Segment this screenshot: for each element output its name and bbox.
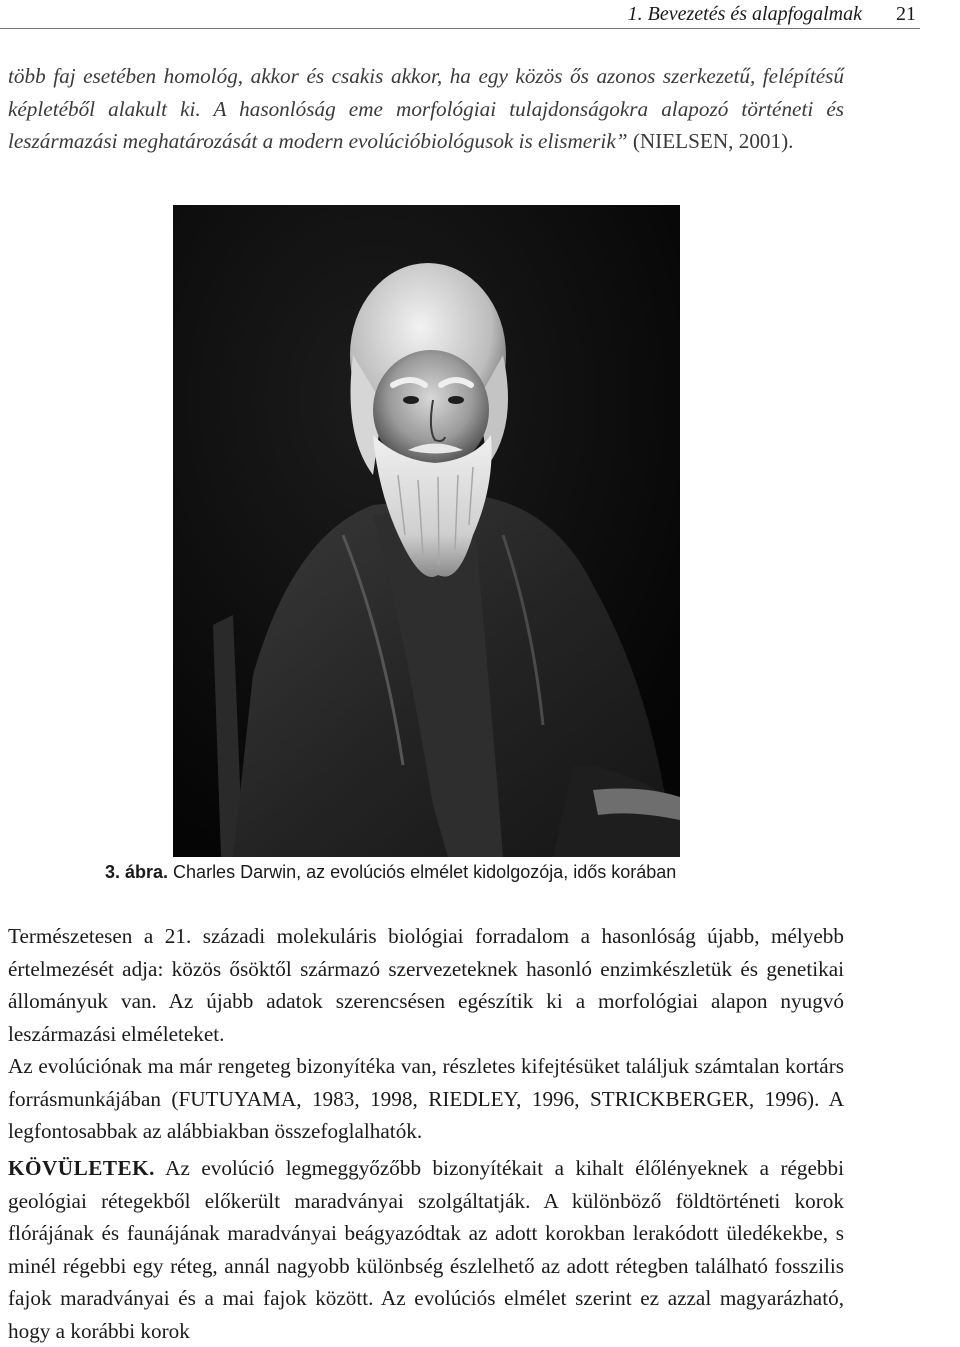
page-number: 21	[896, 2, 916, 25]
figure-label: 3. ábra.	[105, 862, 169, 882]
figure-caption	[105, 862, 676, 883]
figure-caption-text: Charles Darwin, az evolúciós elmélet kidolgozója, idős korában	[168, 862, 677, 882]
darwin-portrait-photo	[173, 205, 680, 857]
body-paragraph-2: Az evolúciónak ma már rengeteg bizonyítéka van, részletes kifejtésüket találjuk számtalan kortárs forrásmunkájában (FUTUYAMA, 1983, 1998, RIEDLEY, 1996, STRICKBERGER, 1996). A legfontosabbak az alábbiakban összefoglalhatók.	[8, 1054, 844, 1143]
quote-paragraph	[8, 60, 844, 158]
quote-text: több faj esetében homológ, akkor és csakis akkor, ha egy közös ős azonos szerkezetű, felépítésű képletéből alakult ki. A hasonlóság eme morfológiai tulajdonságokra alapozó történeti és leszármazási meghatározását a modern evolúcióbiológusok is elismerik”	[8, 64, 844, 153]
section-heading: KÖVÜLETEK.	[8, 1156, 155, 1180]
body-paragraph-1: Természetesen a 21. századi molekuláris biológiai forradalom a hasonlóság újabb, mélyebb értelmezését adja: közös ősöktől származó szervezeteknek hasonló enzimkészletük és genetikai állományuk van. Az újabb adatok szerencsésen egészítik ki a morfológiai alapon nyugvó leszármazási elméleteket.	[8, 924, 844, 1046]
quote-citation: (NIELSEN, 2001).	[627, 129, 794, 153]
body-paragraph-3	[8, 1152, 844, 1347]
section-body-text: Az evolúció legmeggyőzőbb bizonyítékait a kihalt élőlényeknek a régebbi geológiai rétegekből előkerült maradványai szolgáltatják. A különböző földtörténeti korok flórájának és faunájának maradványai beágyazódtak az adott korokban lerakódott üledékekbe, s minél régebbi egy réteg, annál nagyobb különbség észlelhető az adott rétegben található fosszilis fajok maradványai és a mai fajok között. Az evolúciós elmélet szerint ez azzal magyarázható, hogy a korábbi korok	[8, 1156, 844, 1343]
portrait-illustration	[173, 205, 680, 857]
page-header	[0, 0, 920, 29]
chapter-title: 1. Bevezetés és alapfogalmak	[627, 2, 862, 25]
